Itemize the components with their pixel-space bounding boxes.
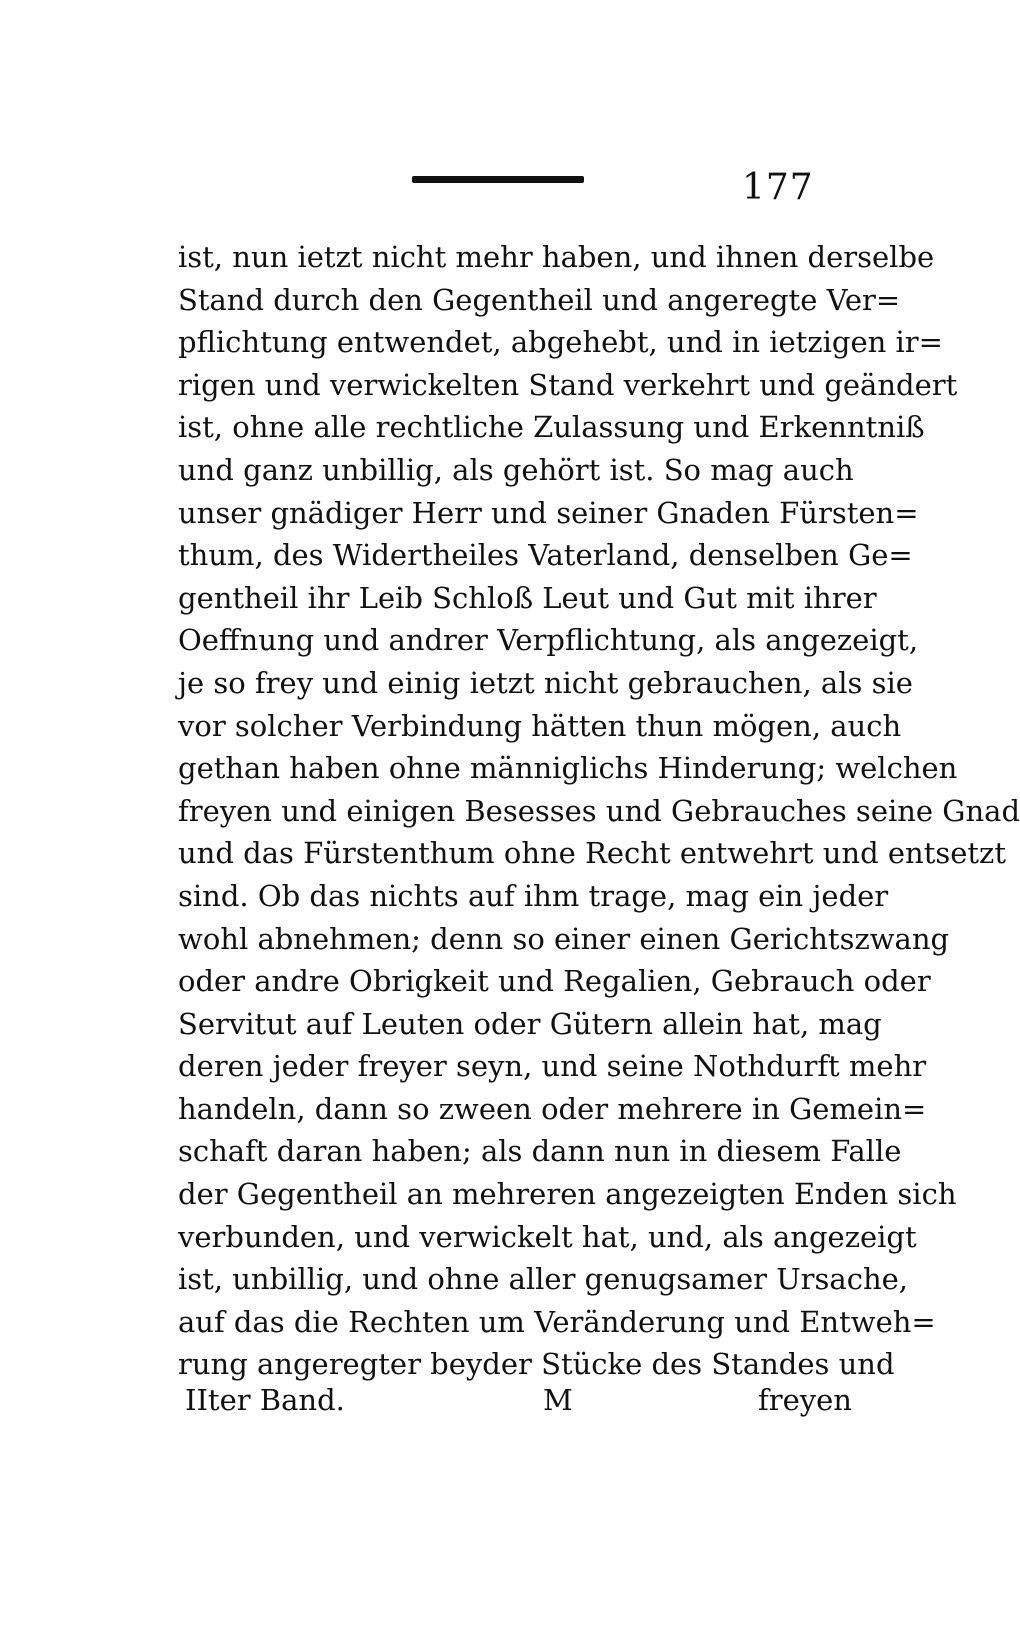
text-line: Stand durch den Gegentheil und angeregte Ver= <box>178 282 901 317</box>
text-line: unser gnädiger Herr und seiner Gnaden Fürsten= <box>178 495 919 530</box>
text-line: thum, des Widertheiles Vaterland, denselben Ge= <box>178 538 913 573</box>
header-rule <box>412 176 584 183</box>
text-line: ist, ohne alle rechtliche Zulassung und Erkenntniß <box>178 410 925 445</box>
text-line: gethan haben ohne männiglichs Hinderung; welchen <box>178 751 958 786</box>
text-line: Servitut auf Leuten oder Gütern allein hat, mag <box>178 1006 882 1041</box>
body-text <box>178 236 1020 1386</box>
text-line: schaft daran haben; als dann nun in diesem Falle <box>178 1134 902 1169</box>
text-line: ist, nun ietzt nicht mehr haben, und ihnen derselbe <box>178 240 935 274</box>
page-number: 177 <box>742 167 814 208</box>
text-line: rung angeregter beyder Stücke des Standes und <box>178 1347 895 1382</box>
text-line: ist, unbillig, und ohne aller genugsamer Ursache, <box>178 1262 909 1297</box>
catchword: freyen <box>758 1383 852 1417</box>
text-line: und ganz unbillig, als gehört ist. So mag auch <box>178 452 854 487</box>
text-line: verbunden, und verwickelt hat, und, als angezeigt <box>178 1219 917 1254</box>
page-footer <box>0 1378 1000 1422</box>
text-line: deren jeder freyer seyn, und seine Nothdurft mehr <box>178 1049 927 1084</box>
text-line: wohl abnehmen; denn so einer einen Gerichtszwang <box>178 921 950 956</box>
text-line: vor solcher Verbindung hätten thun mögen, auch <box>178 708 902 743</box>
text-line: sind. Ob das nichts auf ihm trage, mag ein jeder <box>178 878 889 913</box>
text-line: rigen und verwickelten Stand verkehrt und geändert <box>178 367 958 402</box>
text-line: der Gegentheil an mehreren angezeigten Enden sich <box>178 1177 957 1212</box>
text-line: freyen und einigen Besesses und Gebrauches seine Gnad <box>178 793 1020 828</box>
volume-signature: IIter Band. <box>185 1383 345 1417</box>
text-line: Oeffnung und andrer Verpflichtung, als angezeigt, <box>178 623 919 658</box>
text-line: oder andre Obrigkeit und Regalien, Gebrauch oder <box>178 964 931 999</box>
text-line: pflichtung entwendet, abgehebt, und in ietzigen ir= <box>178 325 943 360</box>
signature-mark: M <box>543 1383 573 1417</box>
text-line: und das Fürstenthum ohne Recht entwehrt und entsetzt <box>178 836 1006 871</box>
text-line: handeln, dann so zween oder mehrere in Gemein= <box>178 1091 927 1126</box>
text-line: auf das die Rechten um Veränderung und Entweh= <box>178 1304 936 1339</box>
text-line: je so frey und einig ietzt nicht gebrauchen, als sie <box>178 665 913 700</box>
text-line: gentheil ihr Leib Schloß Leut und Gut mit ihrer <box>178 580 877 615</box>
